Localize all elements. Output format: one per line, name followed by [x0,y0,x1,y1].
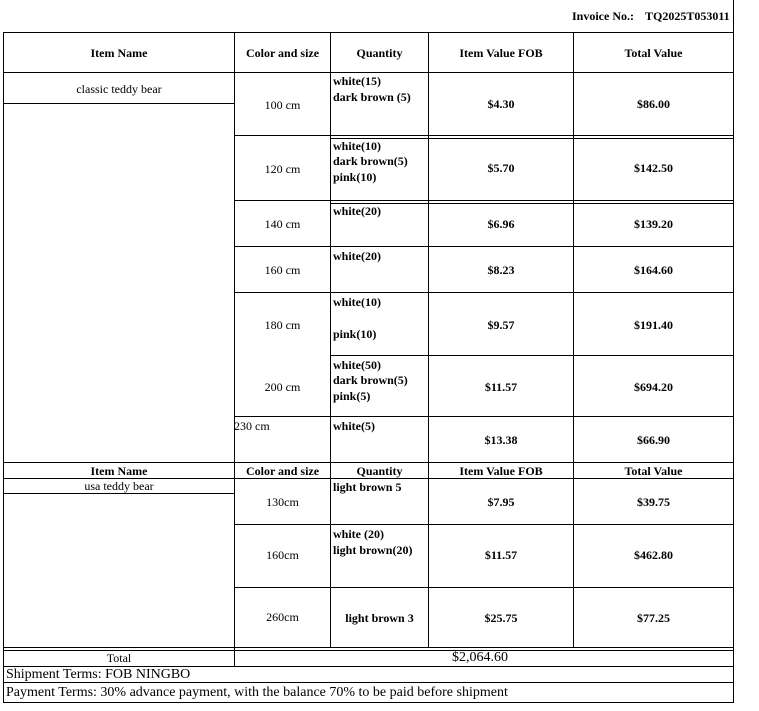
total-cell: $142.50 [634,161,673,175]
fob-cell: $13.38 [484,433,518,447]
header-item-name: Item Name [90,46,148,60]
total-cell: $39.75 [637,495,670,509]
header-color-size-2: Color and size [245,464,320,478]
total-cell: $694.20 [634,380,673,394]
total-cell: $66.90 [637,433,670,447]
quantity-line: pink(10) [333,327,377,341]
quantity-line: white(15) [333,74,381,88]
item-name-classic: classic teddy bear [76,82,162,96]
quantity-line: dark brown(5) [333,373,408,387]
fob-cell: $6.96 [487,217,515,231]
fob-cell: $8.23 [487,263,515,277]
total-cell: $191.40 [634,318,673,332]
header-total: Total Value [624,46,683,60]
invoice-number: TQ2025T053011 [645,9,730,23]
quantity-line: white(10) [333,139,381,153]
quantity-line: dark brown (5) [333,90,411,104]
quantity-line: light brown 3 [345,611,414,625]
quantity-line: white(20) [333,249,381,263]
total-cell: $139.20 [634,217,673,231]
fob-cell: $25.75 [484,611,518,625]
header-color-size: Color and size [245,46,320,60]
fob-cell: $4.30 [487,97,515,111]
size-cell: 100 cm [264,98,301,112]
fob-cell: $7.95 [487,495,515,509]
item-name-usa: usa teddy bear [84,479,154,493]
size-cell: 140 cm [264,217,301,231]
header-quantity: Quantity [356,46,403,60]
quantity-line: light brown(20) [333,543,413,557]
size-cell: 120 cm [264,162,301,176]
total-cell: $77.25 [637,611,670,625]
total-cell: $462.80 [634,548,673,562]
quantity-line: pink(10) [333,170,377,184]
header-fob-2: Item Value FOB [459,464,543,478]
invoice-number-label: Invoice No.: [572,9,634,23]
total-cell: $86.00 [637,97,670,111]
quantity-line: white(10) [333,295,381,309]
size-cell: 130cm [266,495,299,509]
quantity-line: dark brown(5) [333,154,408,168]
fob-cell: $5.70 [487,161,515,175]
size-cell: 180 cm [264,318,301,332]
size-cell: 230 cm [234,419,270,433]
total-cell: $164.60 [634,263,673,277]
quantity-line: white (20) [333,527,384,541]
fob-cell: $11.57 [484,380,518,394]
size-cell: 160cm [266,548,299,562]
size-cell: 160 cm [264,263,301,277]
header-item-name-2: Item Name [90,464,148,478]
size-cell: 200 cm [264,380,301,394]
size-cell: 260cm [266,610,299,624]
payment-terms: Payment Terms: 30% advance payment, with the balance 70% to be paid before shipment [6,685,508,700]
header-total-2: Total Value [624,464,683,478]
header-fob: Item Value FOB [459,46,543,60]
quantity-line: white(50) [333,358,381,372]
quantity-line: white(5) [333,419,375,433]
quantity-line: pink(5) [333,389,371,403]
total-label: Total [106,651,132,665]
fob-cell: $11.57 [484,548,518,562]
quantity-line: white(20) [333,204,381,218]
shipment-terms: Shipment Terms: FOB NINGBO [6,667,191,682]
fob-cell: $9.57 [487,318,515,332]
quantity-line: light brown 5 [333,480,402,494]
header-quantity-2: Quantity [356,464,403,478]
grand-total: $2,064.60 [452,650,508,665]
